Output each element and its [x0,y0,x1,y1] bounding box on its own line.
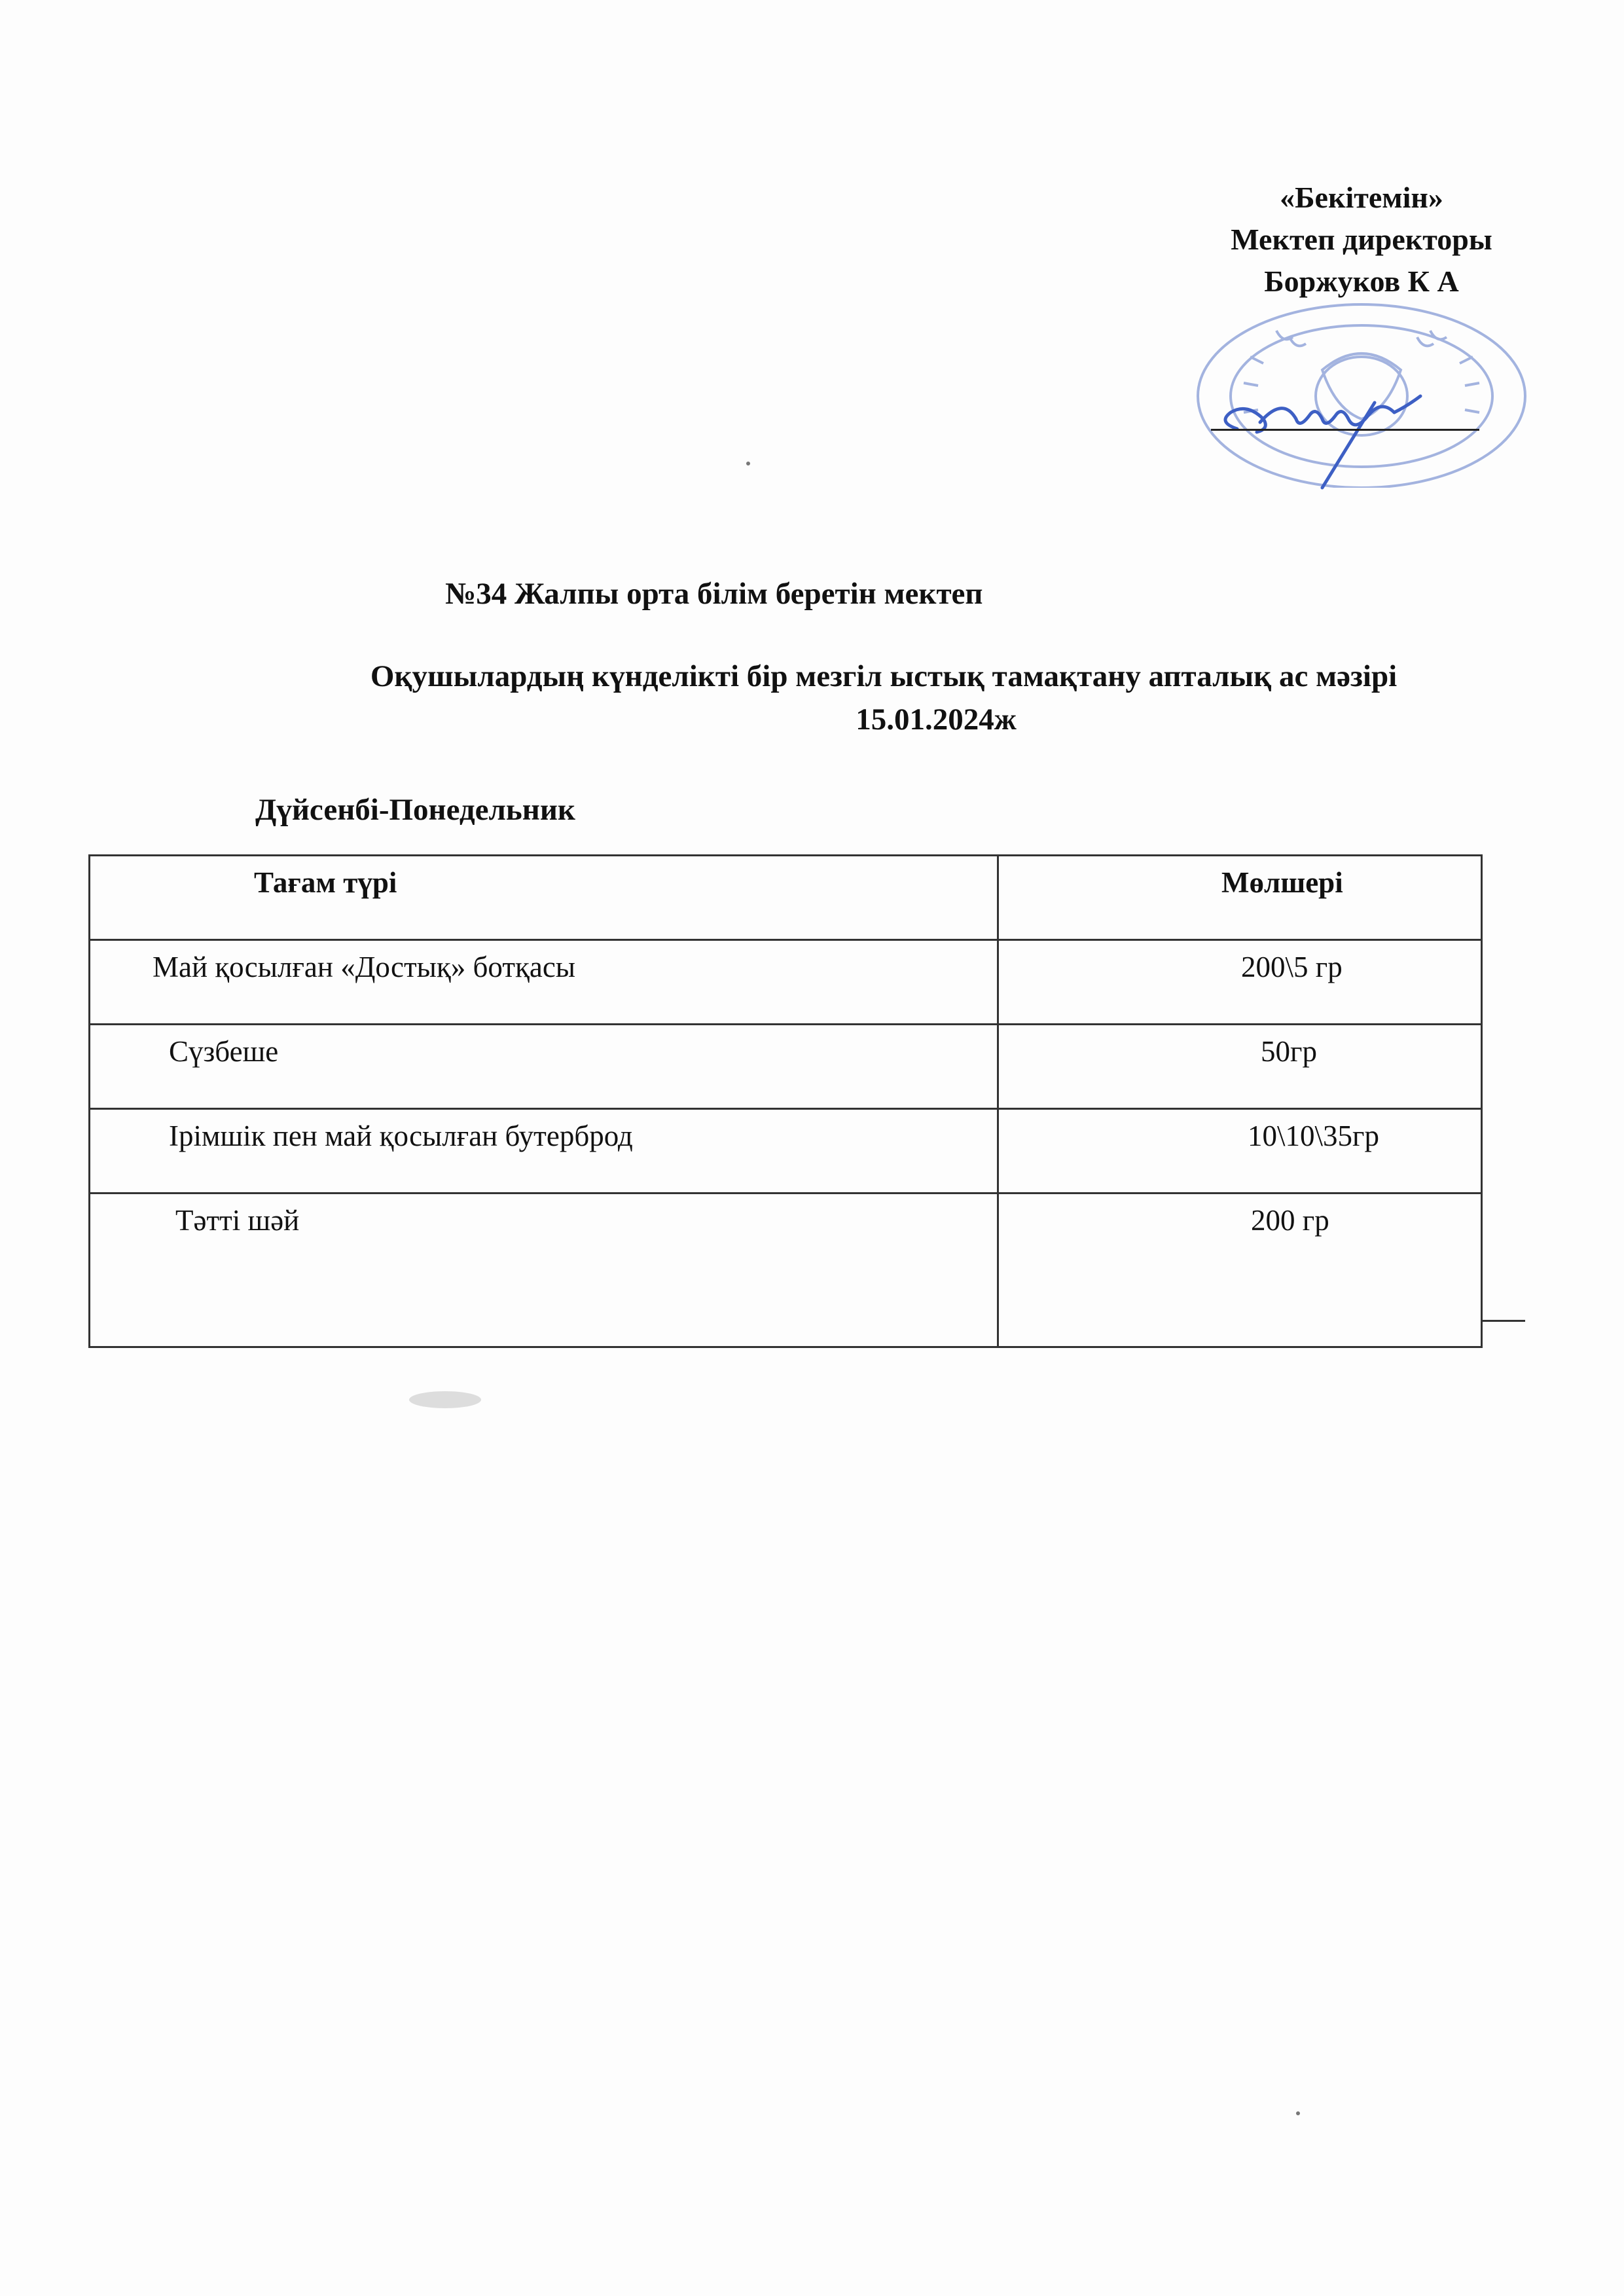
dish-cell: Май қосылған «Достық» ботқасы [90,940,998,1025]
menu-table [88,854,1483,1348]
column-header-dish: Тағам түрі [90,856,998,940]
handwritten-signature-icon [1211,383,1486,494]
signature-line [1211,429,1479,431]
approver-name: Боржуков К А [1264,264,1459,298]
dish-cell: Ірімшік пен май қосылған бутерброд [90,1109,998,1194]
table-row [90,1194,1482,1347]
column-header-amount: Мөлшері [998,856,1482,940]
scan-smudge [409,1391,481,1408]
amount-cell: 10\10\35гр [998,1109,1482,1194]
menu-date: 15.01.2024ж [856,702,1017,737]
scan-speck [1296,2111,1300,2115]
table-border-extension [1483,1320,1525,1322]
scan-speck [746,462,750,465]
table-row [90,940,1482,1025]
approval-block [1165,177,1558,302]
amount-cell: 200\5 гр [998,940,1482,1025]
day-of-week: Дүйсенбі-Понедельник [255,793,575,827]
amount-cell: 200 гр [998,1194,1482,1347]
menu-title: Оқушылардың күнделікті бір мезгіл ыстық тамақтану апталық ас мәзірі [370,659,1398,693]
school-title: №34 Жалпы орта білім беретін мектеп [445,577,983,611]
dish-cell: Тәтті шәй [90,1194,998,1347]
approver-position: Мектеп директоры [1231,223,1492,256]
amount-cell: 50гр [998,1025,1482,1109]
dish-cell: Сүзбеше [90,1025,998,1109]
table-header-row [90,856,1482,940]
table-row [90,1025,1482,1109]
approval-heading: «Бекітемін» [1280,181,1443,214]
menu-title-block [255,655,1512,741]
table-row [90,1109,1482,1194]
